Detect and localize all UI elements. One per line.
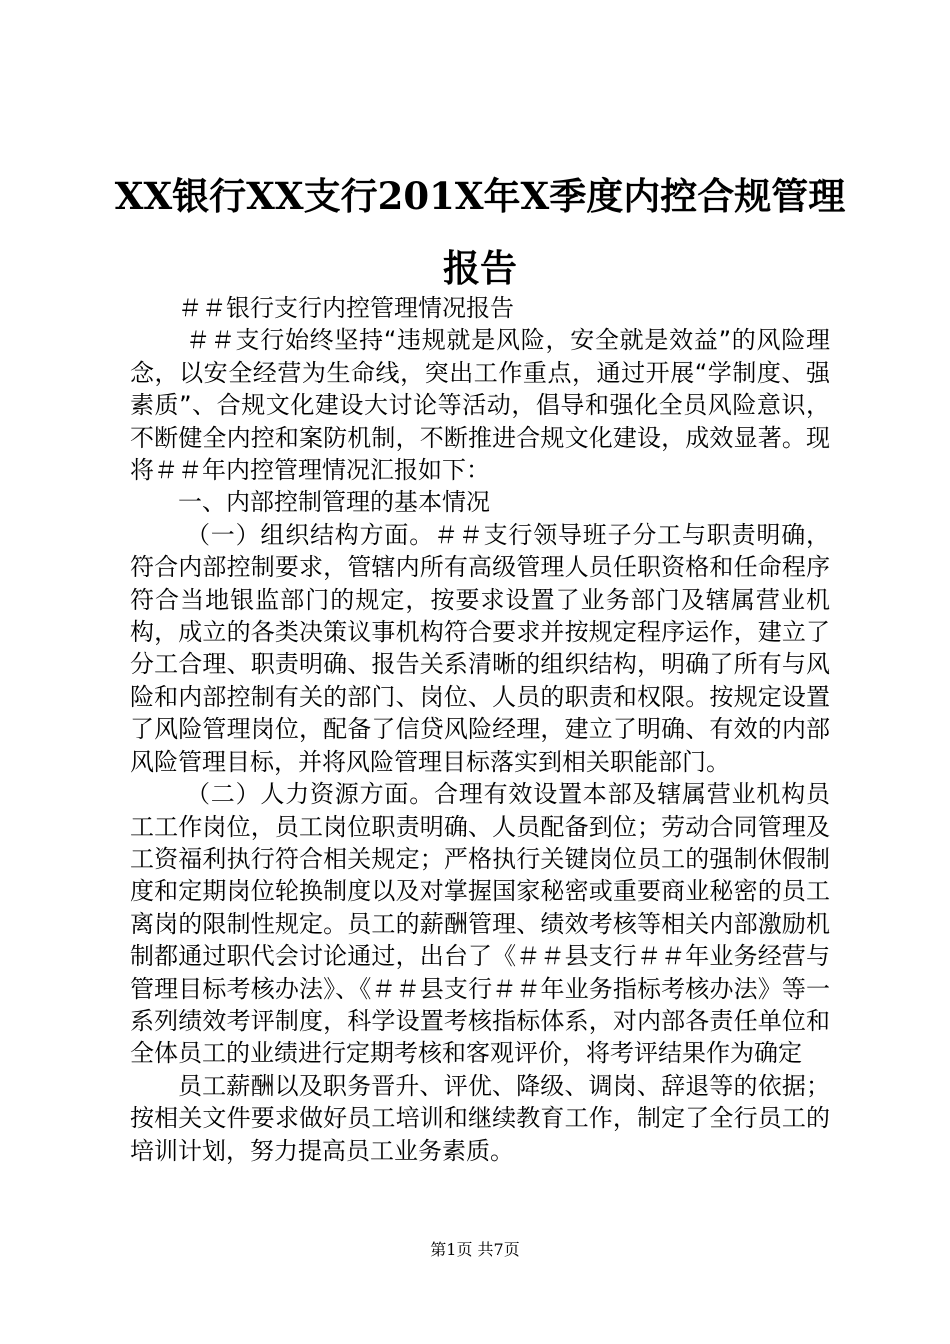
- document-title: XX银行XX支行201X年X季度内控合规管理报告: [114, 174, 846, 290]
- org-structure-paragraph: （一）组织结构方面。＃＃支行领导班子分工与职责明确，符合内部控制要求，管辖内所有高级管理人员任职资格和任命程序符合当地银监部门的规定，按要求设置了业务部门及辖属营业机构，成立的各类决策议事机构符合要求并按规定程序运作，建立了分工合理、职责明确、报告关系清晰的组织结构，明确了所有与风险和内部控制有关的部门、岗位、人员的职责和权限。按规定设置了风险管理岗位，配备了信贷风险经理，建立了明确、有效的内部风险管理目标，并将风险管理目标落实到相关职能部门。: [130, 520, 830, 776]
- page-footer: 第1页 共7页: [430, 1240, 520, 1259]
- section-heading: 一、内部控制管理的基本情况: [178, 488, 490, 517]
- hr-continuation-paragraph: 员工薪酬以及职务晋升、评优、降级、调岗、辞退等的依据；按相关文件要求做好员工培训和继续教育工作，制定了全行员工的培训计划，努力提高员工业务素质。: [130, 1071, 830, 1165]
- document-body: [130, 292, 830, 1167]
- intro-paragraph: ＃＃支行始终坚持“违规就是风险，安全就是效益”的风险理念，以安全经营为生命线，突出工作重点，通过开展“学制度、强素质”、合规文化建设大讨论等活动，倡导和强化全员风险意识，不断健全内控和案防机制，不断推进合规文化建设，成效显著。现将＃＃年内控管理情况汇报如下：: [130, 326, 830, 485]
- report-subtitle: ＃＃银行支行内控管理情况报告: [178, 294, 514, 322]
- hr-paragraph: （二）人力资源方面。合理有效设置本部及辖属营业机构员工工作岗位，员工岗位职责明确、人员配备到位；劳动合同管理及工资福利执行符合相关规定；严格执行关键岗位员工的强制休假制度和定期岗位轮换制度以及对掌握国家秘密或重要商业秘密的员工离岗的限制性规定。员工的薪酬管理、绩效考核等相关内部激励机制都通过职代会讨论通过，出台了《＃＃县支行＃＃年业务经营与管理目标考核办法》、《＃＃县支行＃＃年业务指标考核办法》等一系列绩效考评制度，科学设置考核指标体系，对内部各责任单位和全体员工的业绩进行定期考核和客观评价，将考评结果作为确定: [130, 780, 830, 1068]
